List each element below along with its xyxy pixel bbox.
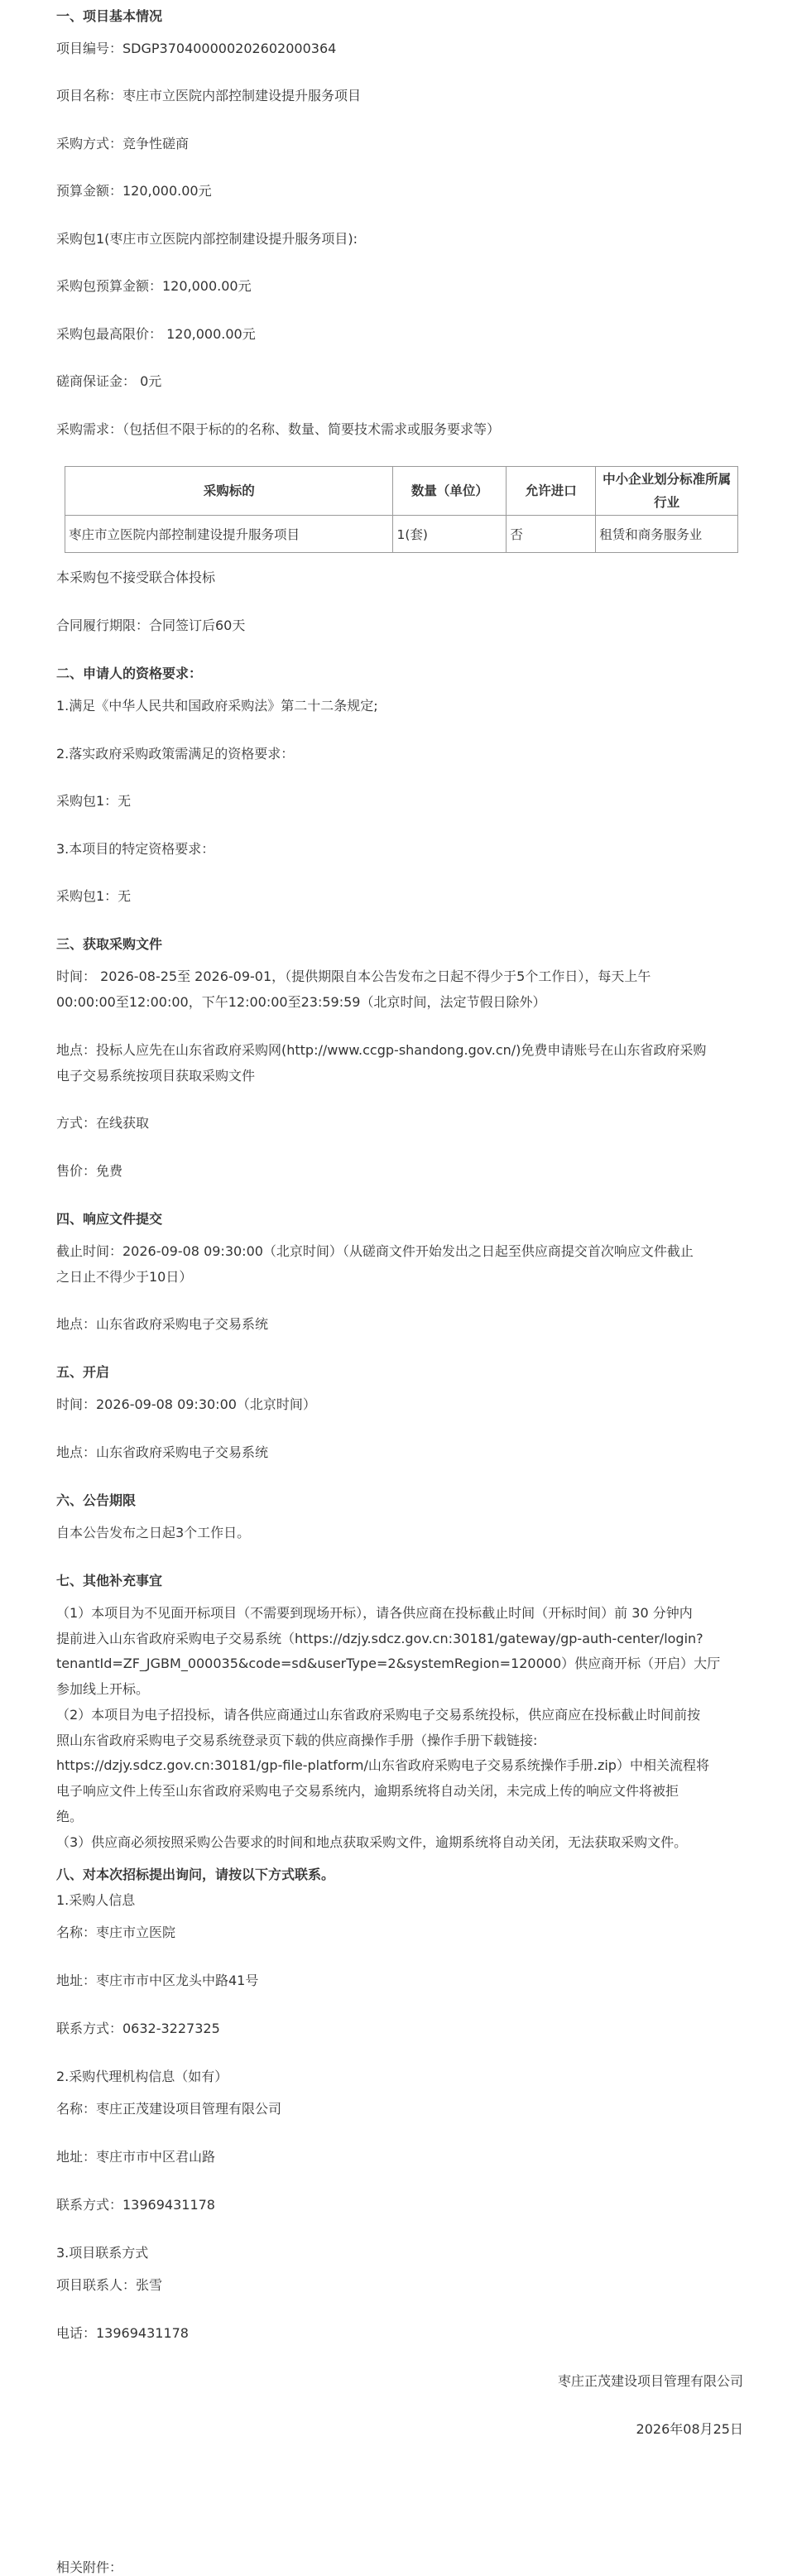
supplement-3: （3）供应商必须按照采购公告要求的时间和地点获取采购文件，逾期系统将自动关闭，无法获取采购文件。 <box>56 1834 688 1850</box>
qualification-2-package: 采购包1：无 <box>56 793 132 809</box>
supplement-2-line-4: 电子响应文件上传至山东省政府采购电子交易系统内，逾期系统将自动关闭，未完成上传的响应文件将被拒 <box>56 1783 679 1799</box>
table-cell: 1(套) <box>393 516 507 553</box>
supplement-2-line-3: https://dzjy.sdcz.gov.cn:30181/gp-file-platform/山东省政府采购电子交易系统操作手册.zip）中相关流程将 <box>56 1757 709 1773</box>
table-header-row <box>65 467 738 516</box>
package-max-price: 采购包最高限价： 120,000.00元 <box>56 326 256 342</box>
purchaser-info-title: 1.采购人信息 <box>56 1892 136 1908</box>
agency-address: 地址：枣庄市市中区君山路 <box>56 2149 216 2165</box>
section-7-heading: 七、其他补充事宜 <box>56 1573 163 1588</box>
section-3-heading: 三、获取采购文件 <box>56 936 163 952</box>
supplement-1-line-3: tenantId=ZF_JGBM_000035&code=sd&userType=2&systemRegion=120000）供应商开标（开启）大厅 <box>56 1656 721 1671</box>
package-title: 采购包1(枣庄市立医院内部控制建设提升服务项目): <box>56 231 358 247</box>
announcement-period: 自本公告发布之日起3个工作日。 <box>56 1525 251 1540</box>
purchaser-name: 名称：枣庄市立医院 <box>56 1925 176 1940</box>
section-6-heading: 六、公告期限 <box>56 1492 137 1508</box>
signing-date: 2026年08月25日 <box>636 2421 743 2437</box>
agency-phone: 联系方式：13969431178 <box>56 2197 215 2213</box>
procurement-demand: 采购需求：（包括但不限于标的的名称、数量、简要技术需求或服务要求等） <box>56 421 501 437</box>
supplement-2-line-1: （2）本项目为电子招投标，请各供应商通过山东省政府采购电子交易系统投标，供应商应在投标截止时间前按 <box>56 1707 701 1723</box>
project-contact-phone: 电话：13969431178 <box>56 2325 189 2341</box>
obtain-price: 售价：免费 <box>56 1163 123 1179</box>
submit-deadline-line-1: 截止时间：2026-09-08 09:30:00（北京时间）（从磋商文件开始发出之日起至供应商提交首次响应文件截止 <box>56 1243 694 1259</box>
opening-time: 时间：2026-09-08 09:30:00（北京时间） <box>56 1396 316 1412</box>
project-contact-person: 项目联系人：张雪 <box>56 2277 163 2293</box>
table-header: 中小企业划分标准所属行业 <box>596 467 738 516</box>
procurement-table <box>65 466 738 553</box>
section-5-heading: 五、开启 <box>56 1364 110 1380</box>
signing-organization: 枣庄正茂建设项目管理有限公司 <box>557 2373 743 2389</box>
table-cell: 枣庄市立医院内部控制建设提升服务项目 <box>65 516 393 553</box>
project-name: 项目名称：枣庄市立医院内部控制建设提升服务项目 <box>56 88 362 103</box>
qualification-2: 2.落实政府采购政策需满足的资格要求： <box>56 746 295 762</box>
qualification-3: 3.本项目的特定资格要求： <box>56 841 215 857</box>
obtain-place-line-1: 地点：投标人应先在山东省政府采购网(http://www.ccgp-shandong.gov.cn/)免费申请账号在山东省政府采购 <box>56 1042 707 1058</box>
no-consortium-note: 本采购包不接受联合体投标 <box>56 570 216 585</box>
purchaser-address: 地址：枣庄市市中区龙头中路41号 <box>56 1973 259 1988</box>
obtain-time-line-2: 00:00:00至12:00:00，下午12:00:00至23:59:59（北京时间，法定节假日除外） <box>56 994 546 1010</box>
section-8-heading: 八、对本次招标提出询问，请按以下方式联系。 <box>56 1867 335 1882</box>
procurement-method: 采购方式：竞争性磋商 <box>56 136 190 151</box>
obtain-time-line-1: 时间： 2026-08-25至 2026-09-01，（提供期限自本公告发布之日起不得少于5个工作日），每天上午 <box>56 968 651 984</box>
attachments-label: 相关附件： <box>56 2559 123 2575</box>
table-row <box>65 516 738 553</box>
section-4-heading: 四、响应文件提交 <box>56 1211 163 1227</box>
supplement-1-line-2: 提前进入山东省政府采购电子交易系统（https://dzjy.sdcz.gov.cn:30181/gateway/gp-auth-center/login? <box>56 1631 703 1646</box>
supplement-1-line-4: 参加线上开标。 <box>56 1681 150 1697</box>
section-1-heading: 一、项目基本情况 <box>56 8 163 24</box>
table-header: 数量（单位） <box>393 467 507 516</box>
table-header: 允许进口 <box>507 467 596 516</box>
contract-term: 合同履行期限：合同签订后60天 <box>56 618 246 633</box>
purchaser-phone: 联系方式：0632-3227325 <box>56 2021 220 2036</box>
project-number: 项目编号：SDGP370400000202602000364 <box>56 41 337 56</box>
obtain-method: 方式：在线获取 <box>56 1115 150 1131</box>
supplement-2-line-2: 照山东省政府采购电子交易系统登录页下载的供应商操作手册（操作手册下载链接: <box>56 1733 538 1748</box>
project-contact-title: 3.项目联系方式 <box>56 2245 149 2261</box>
table-cell: 否 <box>507 516 596 553</box>
supplement-2-line-5: 绝。 <box>56 1809 84 1824</box>
budget-amount: 预算金额：120,000.00元 <box>56 183 212 199</box>
table-cell: 租赁和商务服务业 <box>596 516 738 553</box>
qualification-3-package: 采购包1：无 <box>56 888 132 904</box>
section-2-heading: 二、申请人的资格要求： <box>56 666 203 681</box>
supplement-1-line-1: （1）本项目为不见面开标项目（不需要到现场开标），请各供应商在投标截止时间（开标时间）前 30 分钟内 <box>56 1605 693 1621</box>
table-header: 采购标的 <box>65 467 393 516</box>
agency-info-title: 2.采购代理机构信息（如有） <box>56 2069 228 2084</box>
package-budget: 采购包预算金额：120,000.00元 <box>56 278 252 294</box>
agency-name: 名称：枣庄正茂建设项目管理有限公司 <box>56 2101 282 2117</box>
deposit: 磋商保证金： 0元 <box>56 373 162 389</box>
obtain-place-line-2: 电子交易系统按项目获取采购文件 <box>56 1068 256 1084</box>
submit-place: 地点：山东省政府采购电子交易系统 <box>56 1316 269 1332</box>
submit-deadline-line-2: 之日止不得少于10日） <box>56 1269 193 1285</box>
qualification-1: 1.满足《中华人民共和国政府采购法》第二十二条规定; <box>56 698 378 714</box>
opening-place: 地点：山东省政府采购电子交易系统 <box>56 1444 269 1460</box>
